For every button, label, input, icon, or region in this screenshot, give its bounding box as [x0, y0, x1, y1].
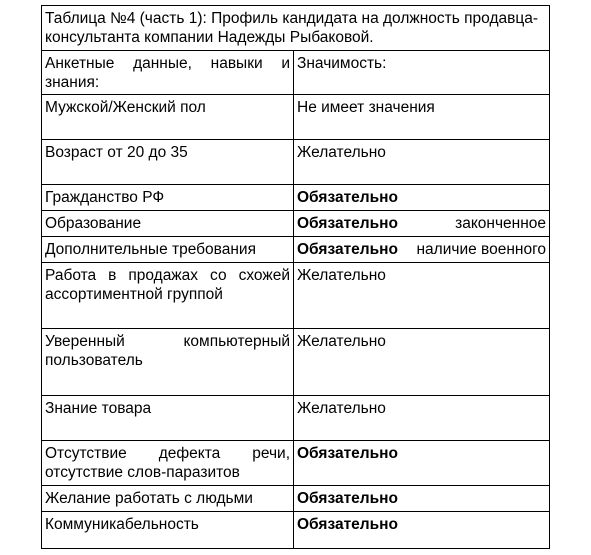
row-importance-cell — [294, 211, 550, 237]
row-importance: Желательно — [294, 396, 550, 441]
row-importance: Обязательно — [294, 441, 550, 486]
header-criteria: Анкетные данные, навыки и знания: — [42, 51, 294, 95]
row-criteria: Образование — [42, 211, 294, 237]
row-criteria: Дополнительные требования — [42, 237, 294, 263]
table-row — [42, 486, 550, 512]
row-criteria: Возраст от 20 до 35 — [42, 140, 294, 185]
row-criteria: Уверенный компьютерный пользователь — [42, 329, 294, 396]
row-importance: Желательно — [294, 140, 550, 185]
row-importance: Обязательно — [297, 215, 399, 232]
row-note: законченное — [455, 215, 547, 232]
table-row — [42, 95, 550, 140]
table-row — [42, 441, 550, 486]
table-title-row — [42, 6, 550, 51]
table-row — [42, 211, 550, 237]
table-row — [42, 512, 550, 549]
row-criteria: Знание товара — [42, 396, 294, 441]
row-importance: Обязательно — [297, 241, 399, 258]
candidate-profile-table — [41, 5, 550, 549]
table-row — [42, 140, 550, 185]
row-importance: Обязательно — [294, 185, 550, 211]
row-importance: Обязательно — [294, 512, 550, 549]
row-importance: Обязательно — [294, 486, 550, 512]
header-importance: Значимость: — [294, 51, 550, 95]
table-title: Таблица №4 (часть 1): Профиль кандидата на должность продавца-консультанта компании Надежды Рыбаковой. — [42, 6, 550, 51]
table-row — [42, 263, 550, 329]
row-importance-cell — [294, 237, 550, 263]
row-criteria: Отсутствие дефекта речи, отсутствие слов-паразитов — [42, 441, 294, 486]
row-criteria: Работа в продажах со схожей ассортиментной группой — [42, 263, 294, 329]
table-header-row — [42, 51, 550, 95]
row-criteria: Коммуникабельность — [42, 512, 294, 549]
row-importance: Не имеет значения — [294, 95, 550, 140]
row-importance: Желательно — [294, 329, 550, 396]
row-importance: Желательно — [294, 263, 550, 329]
row-criteria: Гражданство РФ — [42, 185, 294, 211]
row-criteria: Желание работать с людьми — [42, 486, 294, 512]
row-criteria: Мужской/Женский пол — [42, 95, 294, 140]
row-note: наличие военного — [416, 241, 547, 258]
table-row — [42, 237, 550, 263]
table-row — [42, 185, 550, 211]
table-row — [42, 329, 550, 396]
table-row — [42, 396, 550, 441]
